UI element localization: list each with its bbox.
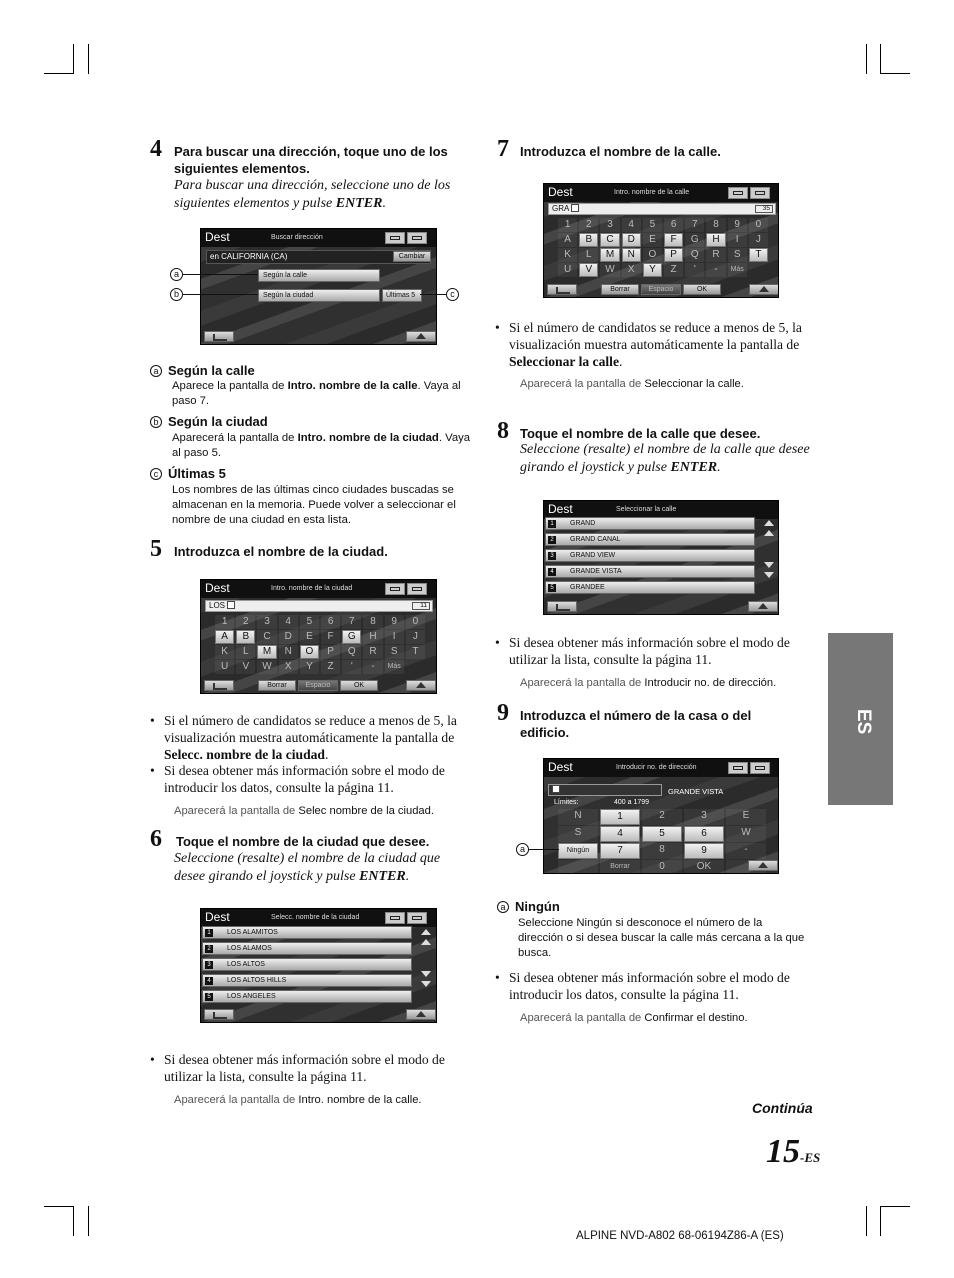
back-button[interactable] xyxy=(204,331,234,342)
key-W[interactable]: W xyxy=(726,826,766,842)
key-P[interactable]: P xyxy=(664,248,683,262)
key-0[interactable]: 0 xyxy=(406,615,425,629)
key-G[interactable]: G xyxy=(685,233,704,247)
keyboard-icon[interactable] xyxy=(750,762,770,774)
screen-title: Dest xyxy=(205,230,230,244)
key-M[interactable]: M xyxy=(257,645,276,659)
city-input[interactable]: LOS 11 xyxy=(205,600,433,612)
key-'[interactable]: ' xyxy=(685,263,704,277)
key-1[interactable]: 1 xyxy=(215,615,234,629)
borrar-button[interactable]: Borrar xyxy=(258,680,296,691)
key-U[interactable]: U xyxy=(215,660,234,674)
screen-subtitle: Introducir no. de dirección xyxy=(616,764,697,771)
step-5-number: 5 xyxy=(150,536,162,562)
language-tab: ES xyxy=(828,633,893,805)
screen-subtitle: Buscar dirección xyxy=(271,234,323,241)
item-b-desc: Aparecerá la pantalla de Intro. nombre de la ciudad. Vaya al paso 5. xyxy=(172,432,471,459)
key-L[interactable]: L xyxy=(579,248,598,262)
footer-model: ALPINE NVD-A802 68-06194Z86-A (ES) xyxy=(576,1230,784,1242)
scroll-down-icon[interactable] xyxy=(421,971,431,977)
item-c-desc: Los nombres de las últimas cinco ciudades buscadas se almacenan en la memoria. Puede volver a seleccionar el nombre de una ciudad en esta lista. xyxy=(172,484,456,526)
up-button[interactable] xyxy=(406,680,436,691)
item-b-title: b Según la ciudad xyxy=(150,414,268,430)
key-N[interactable]: N xyxy=(622,248,641,262)
key-Z[interactable]: Z xyxy=(321,660,340,674)
key-3[interactable]: 3 xyxy=(257,615,276,629)
key-6[interactable]: 6 xyxy=(664,218,683,232)
step-7-bullet-1: • Si el número de candidatos se reduce a menos de 5, la visualización muestra automáticamente la pantalla de Seleccionar la calle. xyxy=(495,319,807,370)
keyboard-grid xyxy=(558,218,768,277)
key-Y[interactable]: Y xyxy=(643,263,662,277)
step-7-note: Aparecerá la pantalla de Seleccionar la calle. xyxy=(520,378,744,390)
key-3[interactable]: 3 xyxy=(684,809,724,825)
screen-introducir-no-direccion xyxy=(543,758,779,874)
key-ningún[interactable]: Ningún xyxy=(558,843,598,859)
callout-c: c xyxy=(446,288,459,301)
key-L[interactable]: L xyxy=(236,645,255,659)
key-G[interactable]: G xyxy=(342,630,361,644)
screen-subtitle: Selecc. nombre de la ciudad xyxy=(271,914,360,921)
up-button[interactable] xyxy=(748,601,778,612)
item-a-desc: Aparece la pantalla de Intro. nombre de la calle. Vaya al paso 7. xyxy=(172,380,461,407)
page-down-icon[interactable] xyxy=(764,572,774,578)
step-9-number: 9 xyxy=(497,700,509,726)
key-W[interactable]: W xyxy=(257,660,276,674)
espacio-button[interactable]: Espacio xyxy=(641,284,681,295)
map-icon[interactable] xyxy=(385,583,405,595)
list-item[interactable]: 2 LOS ALAMOS xyxy=(202,942,412,955)
key-7[interactable]: 7 xyxy=(342,615,361,629)
step-6-title: Toque el nombre de la ciudad que desee. xyxy=(176,834,430,849)
key-8[interactable]: 8 xyxy=(363,615,382,629)
step-5-note: Aparecerá la pantalla de Selec nombre de la ciudad. xyxy=(174,805,434,817)
back-button[interactable] xyxy=(204,1009,234,1020)
key-4[interactable]: 4 xyxy=(622,218,641,232)
list-item[interactable]: 1 GRAND xyxy=(545,517,755,530)
ultimas-5-button[interactable]: Últimas 5 xyxy=(382,289,422,302)
key--[interactable]: - xyxy=(726,843,766,859)
key-1[interactable]: 1 xyxy=(600,809,640,825)
key-W[interactable]: W xyxy=(600,263,619,277)
key-5[interactable]: 5 xyxy=(643,218,662,232)
key-I[interactable]: I xyxy=(728,233,747,247)
screen-subtitle: Seleccionar la calle xyxy=(616,506,677,513)
key-S[interactable]: S xyxy=(385,645,404,659)
screen-buscar-direccion xyxy=(200,228,437,345)
screen-selecc-nombre-ciudad xyxy=(200,908,437,1023)
key-4[interactable]: 4 xyxy=(279,615,298,629)
key-N[interactable]: N xyxy=(279,645,298,659)
screen-subtitle: Intro. nombre de la ciudad xyxy=(271,585,353,592)
key--[interactable]: - xyxy=(363,660,382,674)
key-C[interactable]: C xyxy=(600,233,619,247)
back-button[interactable] xyxy=(547,601,577,612)
key-6[interactable]: 6 xyxy=(684,826,724,842)
key-2[interactable]: 2 xyxy=(579,218,598,232)
key-A[interactable]: A xyxy=(558,233,577,247)
key-ok[interactable]: OK xyxy=(684,860,724,874)
key-D[interactable]: D xyxy=(279,630,298,644)
up-button[interactable] xyxy=(406,331,436,342)
key-6[interactable]: 6 xyxy=(321,615,340,629)
scroll-down-icon[interactable] xyxy=(764,562,774,568)
keyboard-icon[interactable] xyxy=(750,187,770,199)
step-9-bullet-1: • Si desea obtener más información sobre el modo de introducir los datos, consulte la página 11. xyxy=(495,969,807,1003)
item-ningun-title: a Ningún xyxy=(497,899,560,915)
screen-intro-nombre-ciudad xyxy=(200,579,437,694)
key-5[interactable]: 5 xyxy=(300,615,319,629)
list-item[interactable]: 3 GRAND VIEW xyxy=(545,549,755,562)
page-up-icon[interactable] xyxy=(764,520,774,526)
key-J[interactable]: J xyxy=(406,630,425,644)
key-X[interactable]: X xyxy=(622,263,641,277)
up-button[interactable] xyxy=(406,1009,436,1020)
segun-la-ciudad-button[interactable]: Según la ciudad xyxy=(258,289,380,302)
key-R[interactable]: R xyxy=(363,645,382,659)
step-5-title: Introduzca el nombre de la ciudad. xyxy=(174,544,388,559)
step-8-instruction: Seleccione (resalte) el nombre de la calle que desee girando el joystick y pulse ENTER. xyxy=(520,442,810,475)
scrollbar[interactable] xyxy=(419,927,433,989)
key-7[interactable]: 7 xyxy=(685,218,704,232)
key-2[interactable]: 2 xyxy=(236,615,255,629)
key-E[interactable]: E xyxy=(300,630,319,644)
step-6-bullet-1: • Si desea obtener más información sobre el modo de utilizar la lista, consulte la página 11. xyxy=(150,1051,462,1085)
key-K[interactable]: K xyxy=(558,248,577,262)
item-ningun-desc: Seleccione Ningún si desconoce el número de la dirección o si desea buscar la calle más cercana a la que busca. xyxy=(518,917,805,959)
key-8[interactable]: 8 xyxy=(642,843,682,859)
key-'[interactable]: ' xyxy=(342,660,361,674)
key-V[interactable]: V xyxy=(236,660,255,674)
key-Q[interactable]: Q xyxy=(342,645,361,659)
list-item[interactable]: 4 LOS ALTOS HILLS xyxy=(202,974,412,987)
screen-title: Dest xyxy=(205,910,230,924)
map-icon[interactable] xyxy=(728,762,748,774)
screen-title: Dest xyxy=(205,581,230,595)
key-4[interactable]: 4 xyxy=(600,826,640,842)
key-O[interactable]: O xyxy=(643,248,662,262)
key-U[interactable]: U xyxy=(558,263,577,277)
key-3[interactable]: 3 xyxy=(600,218,619,232)
key-P[interactable]: P xyxy=(321,645,340,659)
step-9-note: Aparecerá la pantalla de Confirmar el destino. xyxy=(520,1012,748,1024)
key-7[interactable]: 7 xyxy=(600,843,640,859)
key-Q[interactable]: Q xyxy=(685,248,704,262)
key-1[interactable]: 1 xyxy=(558,218,577,232)
map-icon[interactable] xyxy=(728,187,748,199)
map-icon[interactable] xyxy=(385,912,405,924)
item-a-title: a Según la calle xyxy=(150,363,255,379)
key-E[interactable]: E xyxy=(726,809,766,825)
key-T[interactable]: T xyxy=(749,248,768,262)
step-4-title: Para buscar una dirección, toque uno de los siguientes elementos. xyxy=(174,144,448,176)
screen-subtitle: Intro. nombre de la calle xyxy=(614,189,690,196)
step-7-number: 7 xyxy=(497,136,509,162)
up-button[interactable] xyxy=(749,284,779,295)
limits-label: Límites: xyxy=(554,799,579,806)
key-T[interactable]: T xyxy=(406,645,425,659)
screen-seleccionar-calle xyxy=(543,500,779,615)
key-Z[interactable]: Z xyxy=(664,263,683,277)
back-button[interactable] xyxy=(547,284,577,295)
list-item[interactable]: 5 LOS ANGELES xyxy=(202,990,412,1003)
list-item[interactable]: 5 GRANDEE xyxy=(545,581,755,594)
callout-a: a xyxy=(516,843,529,856)
key-0[interactable]: 0 xyxy=(749,218,768,232)
page-up-icon[interactable] xyxy=(421,929,431,935)
page-down-icon[interactable] xyxy=(421,981,431,987)
key-J[interactable]: J xyxy=(749,233,768,247)
scroll-up-icon[interactable] xyxy=(421,939,431,945)
scrollbar[interactable] xyxy=(762,518,776,580)
step-8-title: Toque el nombre de la calle que desee. xyxy=(520,426,761,441)
street-name: GRANDE VISTA xyxy=(668,787,724,796)
number-input[interactable] xyxy=(548,784,662,796)
state-field: en CALIFORNIA (CA) xyxy=(206,250,431,264)
key-M[interactable]: M xyxy=(600,248,619,262)
step-6-instruction: Seleccione (resalte) el nombre de la ciudad que desee girando el joystick y pulse ENTER. xyxy=(174,851,441,884)
key-borrar[interactable]: Borrar xyxy=(600,860,640,874)
key-H[interactable]: H xyxy=(363,630,382,644)
step-8-note: Aparecerá la pantalla de Introducir no. de dirección. xyxy=(520,677,777,689)
screen-title: Dest xyxy=(548,185,573,199)
key--[interactable]: - xyxy=(706,263,725,277)
key-O[interactable]: O xyxy=(300,645,319,659)
screen-intro-nombre-calle xyxy=(543,183,779,298)
key-H[interactable]: H xyxy=(706,233,725,247)
key-K[interactable]: K xyxy=(215,645,234,659)
key-A[interactable]: A xyxy=(215,630,234,644)
key-E[interactable]: E xyxy=(643,233,662,247)
key-F[interactable]: F xyxy=(321,630,340,644)
key-S[interactable]: S xyxy=(558,826,598,842)
borrar-button[interactable]: Borrar xyxy=(601,284,639,295)
key-D[interactable]: D xyxy=(622,233,641,247)
key-B[interactable]: B xyxy=(579,233,598,247)
key-R[interactable]: R xyxy=(706,248,725,262)
key-2[interactable]: 2 xyxy=(642,809,682,825)
key-S[interactable]: S xyxy=(728,248,747,262)
step-4-number: 4 xyxy=(150,136,162,162)
segun-la-calle-button[interactable]: Según la calle xyxy=(258,269,380,282)
step-6-note: Aparecerá la pantalla de Intro. nombre de la calle. xyxy=(174,1094,422,1106)
espacio-button[interactable]: Espacio xyxy=(298,680,338,691)
key-I[interactable]: I xyxy=(385,630,404,644)
key-9[interactable]: 9 xyxy=(385,615,404,629)
key-F[interactable]: F xyxy=(664,233,683,247)
step-5-bullet-2: • Si desea obtener más información sobre el modo de introducir los datos, consulte la página 11. xyxy=(150,762,462,796)
step-5-bullet-1: • Si el número de candidatos se reduce a menos de 5, la visualización muestra automáticamente la pantalla de Selecc. nombre de la ciudad. xyxy=(150,712,462,763)
keyboard-icon[interactable] xyxy=(407,912,427,924)
key-C[interactable]: C xyxy=(257,630,276,644)
key-más[interactable]: Más xyxy=(728,263,747,277)
key-V[interactable]: V xyxy=(579,263,598,277)
callout-b: b xyxy=(170,288,183,301)
back-button[interactable] xyxy=(204,680,234,691)
step-6-number: 6 xyxy=(150,826,162,852)
item-c-title: c Últimas 5 xyxy=(150,466,226,482)
key-B[interactable]: B xyxy=(236,630,255,644)
step-8-number: 8 xyxy=(497,418,509,444)
street-input[interactable]: GRA 35 xyxy=(548,203,776,215)
list-item[interactable]: 3 LOS ALTOS xyxy=(202,958,412,971)
step-7-title: Introduzca el nombre de la calle. xyxy=(520,144,721,159)
step-4-instruction: Para buscar una dirección, seleccione uno de los siguientes elementos y pulse ENTER. xyxy=(174,178,451,211)
map-icon[interactable] xyxy=(385,232,405,244)
step-8-bullet-1: • Si desea obtener más información sobre el modo de utilizar la lista, consulte la página 11. xyxy=(495,634,807,668)
key-más[interactable]: Más xyxy=(385,660,404,674)
key-5[interactable]: 5 xyxy=(642,826,682,842)
key-9[interactable]: 9 xyxy=(728,218,747,232)
callout-a: a xyxy=(170,268,183,281)
list-item[interactable]: 2 GRAND CANAL xyxy=(545,533,755,546)
screen-title: Dest xyxy=(548,760,573,774)
key-8[interactable]: 8 xyxy=(706,218,725,232)
key-0[interactable]: 0 xyxy=(642,860,682,874)
key-9[interactable]: 9 xyxy=(684,843,724,859)
up-button[interactable] xyxy=(748,860,778,871)
screen-title: Dest xyxy=(548,502,573,516)
key-Y[interactable]: Y xyxy=(300,660,319,674)
step-9-title: Introduzca el número de la casa o del edificio. xyxy=(520,708,752,740)
ok-button[interactable]: OK xyxy=(340,680,378,691)
list-item[interactable]: 4 GRANDE VISTA xyxy=(545,565,755,578)
cambiar-button[interactable]: Cambiar xyxy=(393,251,431,262)
keyboard-icon[interactable] xyxy=(407,232,427,244)
keyboard-icon[interactable] xyxy=(407,583,427,595)
scroll-up-icon[interactable] xyxy=(764,530,774,536)
list-item[interactable]: 1 LOS ALAMITOS xyxy=(202,926,412,939)
limits-value: 400 a 1799 xyxy=(614,799,650,806)
continua-label: Continúa xyxy=(752,1100,813,1116)
keyboard-grid xyxy=(215,615,425,674)
ok-button[interactable]: OK xyxy=(683,284,721,295)
key-X[interactable]: X xyxy=(279,660,298,674)
key-N[interactable]: N xyxy=(558,809,598,825)
page-number: 15-ES xyxy=(766,1133,821,1170)
